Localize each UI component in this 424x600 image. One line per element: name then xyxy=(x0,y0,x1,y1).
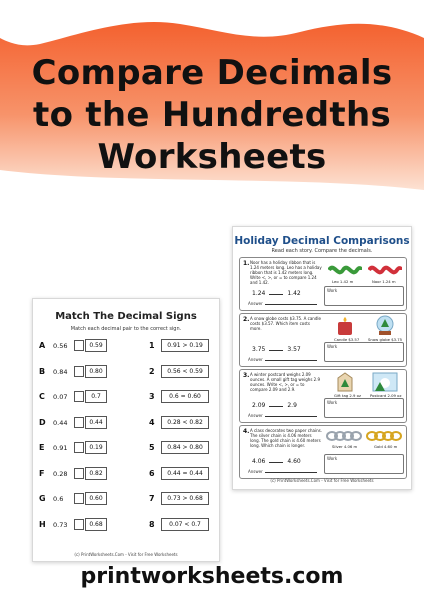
image-caption: Silver 4.06 m xyxy=(332,444,358,449)
problem-comparison xyxy=(252,345,301,353)
pair-letter: A xyxy=(39,341,46,350)
sign-box xyxy=(74,417,84,428)
gold-chain-illustration xyxy=(366,430,402,442)
comparison-number: 1 xyxy=(149,341,155,350)
problem-number: 4. xyxy=(243,428,250,435)
page-title xyxy=(0,52,424,178)
sign-box xyxy=(74,442,84,453)
answer-label: Answer xyxy=(248,413,263,418)
comparison-text: 0.07 < 0.7 xyxy=(161,518,209,531)
pair-value-b: 0.60 xyxy=(85,492,107,505)
pair-value-b: 0.44 xyxy=(85,416,107,429)
value-b: 3.57 xyxy=(287,346,301,353)
image-caption: Candle $3.57 xyxy=(334,337,360,342)
work-box xyxy=(324,286,404,306)
snow-globe-illustration xyxy=(374,315,396,336)
answer-label: Answer xyxy=(248,357,263,362)
pair-letter: B xyxy=(39,366,46,376)
match-sheet-subtitle: Match each decimal pair to the correct sign. xyxy=(70,326,182,332)
pair-letter: C xyxy=(39,392,45,401)
image-caption: Leo 1.42 m xyxy=(332,279,354,284)
sign-box xyxy=(74,391,84,402)
gift-tag-illustration xyxy=(334,372,356,392)
value-a: 1.24 xyxy=(252,290,266,297)
title-line-2: to the Hundredths xyxy=(33,95,391,135)
word-problem-card xyxy=(239,313,407,367)
pair-letter: E xyxy=(39,443,45,452)
pair-value-a: 0.73 xyxy=(53,520,68,529)
pair-value-a: 0.6 xyxy=(53,495,64,503)
comparison-number: 4 xyxy=(149,417,155,427)
pair-letter: G xyxy=(39,494,46,503)
comparison-text: 0.91 > 0.19 xyxy=(161,339,209,352)
pair-value-b: 0.80 xyxy=(85,365,107,378)
pair-value-b: 0.19 xyxy=(85,441,107,454)
comparison-number: 8 xyxy=(149,519,155,529)
green-ribbon-illustration xyxy=(328,262,362,278)
value-b: 2.9 xyxy=(287,402,297,409)
holiday-worksheet-preview xyxy=(232,226,412,490)
holiday-sheet-footer: (c) PrintWorksheets.Com - Visit for Free Worksheets xyxy=(270,478,374,483)
problem-comparison xyxy=(252,457,301,465)
problem-number: 1. xyxy=(243,260,250,267)
work-box xyxy=(324,398,404,418)
match-sheet-footer: (c) PrintWorksheets.Com - Visit for Free Worksheets xyxy=(74,552,178,557)
pair-value-a: 0.56 xyxy=(53,342,68,350)
answer-blank xyxy=(269,345,283,351)
sign-box xyxy=(74,340,84,351)
comparison-text: 0.56 < 0.59 xyxy=(161,365,209,378)
image-caption: Gold 4.60 m xyxy=(374,444,398,449)
problem-comparison xyxy=(252,401,297,409)
title-line-1: Compare Decimals xyxy=(31,53,393,93)
answer-blank xyxy=(269,457,283,463)
problem-number: 2. xyxy=(243,316,250,323)
sign-box xyxy=(74,366,84,377)
title-line-3: Worksheets xyxy=(97,137,327,177)
word-problem-card xyxy=(239,369,407,423)
answer-line xyxy=(248,469,317,474)
problem-number: 3. xyxy=(243,372,250,379)
pair-value-a: 0.91 xyxy=(53,444,68,452)
pair-value-a: 0.07 xyxy=(53,393,68,401)
problem-text: A class decorates two paper chains. The silver chain is 4.06 meters long. The gold chain is 4.60 meters long. Which chain is longer. xyxy=(250,428,322,448)
answer-label: Answer xyxy=(248,469,263,474)
comparison-text: 0.28 < 0.82 xyxy=(161,416,209,429)
answer-line xyxy=(248,357,317,362)
comparison-number: 3 xyxy=(149,392,155,401)
silver-chain-illustration xyxy=(326,430,362,442)
problem-text: A winter postcard weighs 2.09 ounces. A small gift tag weighs 2.9 ounces. Write <, >, or = to compare 2.09 and 2.9. xyxy=(250,372,321,392)
work-label: Work xyxy=(327,344,338,349)
work-box xyxy=(324,454,404,474)
answer-blank xyxy=(269,401,283,407)
value-b: 1.42 xyxy=(287,290,301,297)
sign-box xyxy=(74,493,84,504)
answer-line xyxy=(248,413,317,418)
word-problem-card xyxy=(239,257,407,311)
value-a: 2.09 xyxy=(252,402,266,409)
candle-illustration xyxy=(334,316,356,336)
pair-value-b: 0.68 xyxy=(85,518,107,531)
pair-value-a: 0.44 xyxy=(53,418,68,427)
answer-label: Answer xyxy=(248,301,263,306)
work-label: Work xyxy=(327,456,338,461)
red-ribbon-illustration xyxy=(368,262,402,278)
comparison-text: 0.6 = 0.60 xyxy=(161,390,209,403)
value-a: 3.75 xyxy=(252,346,266,353)
value-a: 4.06 xyxy=(252,458,266,465)
holiday-sheet-title: Holiday Decimal Comparisons xyxy=(234,235,410,247)
value-b: 4.60 xyxy=(287,458,301,465)
pair-value-a: 0.28 xyxy=(53,469,68,478)
pair-value-b: 0.82 xyxy=(85,467,107,480)
pair-value-b: 0.7 xyxy=(85,390,107,403)
match-sheet-title: Match The Decimal Signs xyxy=(55,311,197,322)
postcard-illustration xyxy=(372,372,398,392)
image-caption: Postcard 2.09 oz xyxy=(370,393,402,398)
pair-letter: D xyxy=(39,417,46,427)
site-name: printworksheets.com xyxy=(80,564,344,589)
image-caption: Snow globe $3.75 xyxy=(368,337,403,342)
pair-letter: H xyxy=(39,519,46,529)
answer-line xyxy=(248,301,317,306)
image-caption: Gift tag 2.9 oz xyxy=(334,393,361,398)
pair-letter: F xyxy=(39,468,45,478)
image-caption: Noor 1.24 m xyxy=(372,279,396,284)
work-label: Work xyxy=(327,288,338,293)
match-worksheet-preview xyxy=(32,298,220,562)
answer-blank xyxy=(269,289,283,295)
sign-box xyxy=(74,519,84,530)
word-problem-card xyxy=(239,425,407,479)
comparison-text: 0.73 > 0.68 xyxy=(161,492,209,505)
comparison-number: 2 xyxy=(149,366,155,376)
comparison-text: 0.84 > 0.80 xyxy=(161,441,209,454)
work-label: Work xyxy=(327,400,338,405)
comparison-text: 0.44 = 0.44 xyxy=(161,467,209,480)
comparison-number: 7 xyxy=(149,494,155,503)
comparison-number: 5 xyxy=(149,443,155,452)
sign-box xyxy=(74,468,84,479)
problem-comparison xyxy=(252,289,301,297)
pair-value-b: 0.59 xyxy=(85,339,107,352)
problem-text: Noor has a holiday ribbon that is 1.24 meters long. Leo has a holiday ribbon that is 1.42 meters long. Write <, >, or = to compare 1.24 and 1.42. xyxy=(250,260,322,285)
work-box xyxy=(324,342,404,362)
problem-text: A snow globe costs $3.75. A candle costs $3.57. Which item costs more. xyxy=(250,316,321,331)
comparison-number: 6 xyxy=(149,468,155,478)
pair-value-a: 0.84 xyxy=(53,367,68,376)
holiday-sheet-subtitle: Read each story. Compare the decimals. xyxy=(271,248,373,254)
